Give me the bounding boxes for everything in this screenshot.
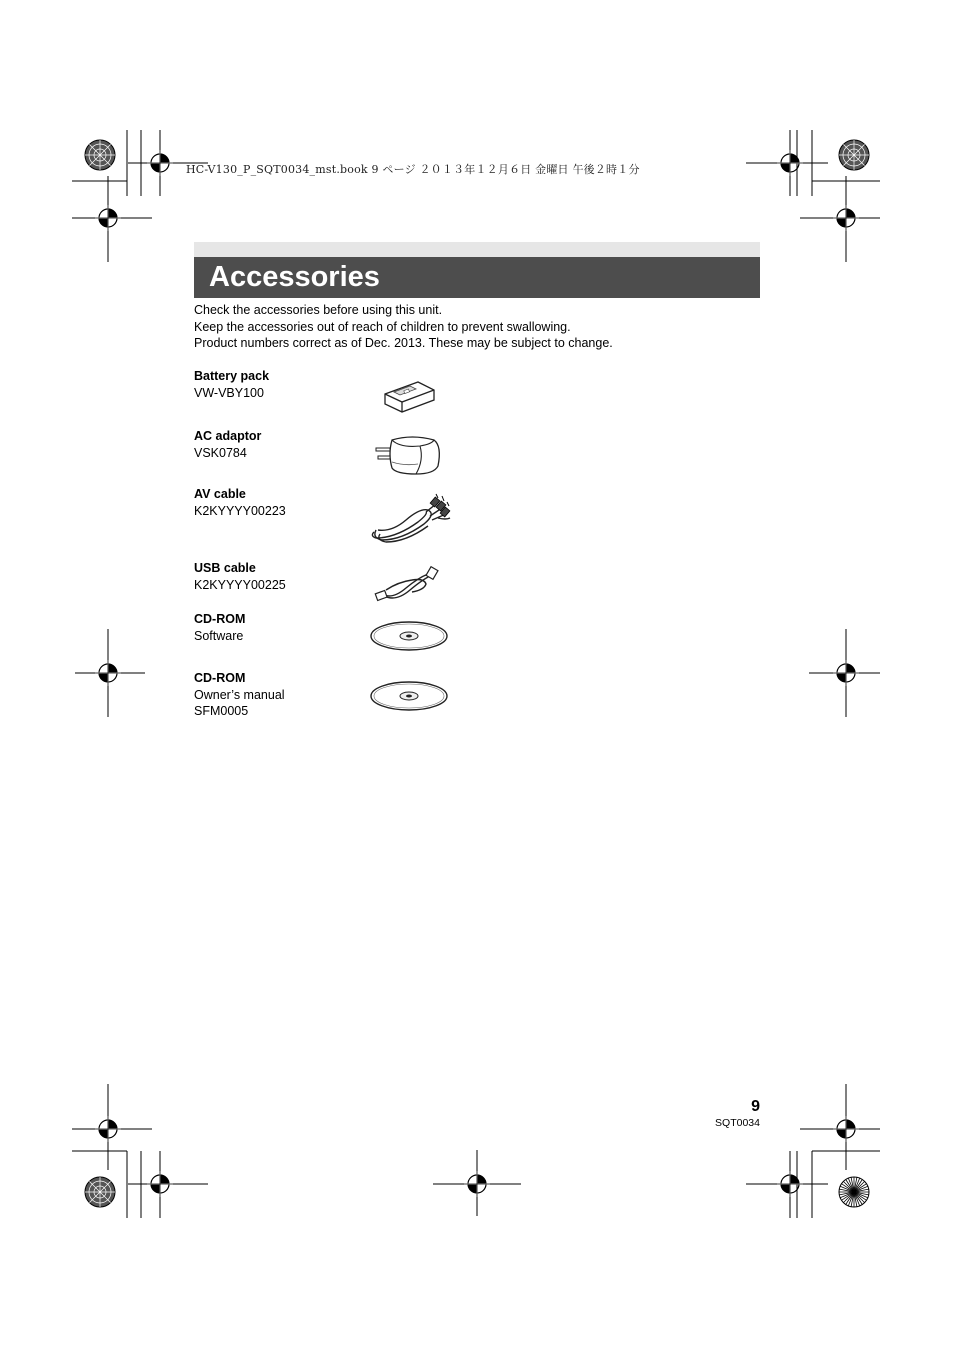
- battery-pack-icon: [380, 376, 440, 416]
- title-band-top: [194, 242, 760, 257]
- accessory-name: AV cable: [194, 487, 246, 501]
- accessory-cd-rom-software: [194, 611, 245, 644]
- accessory-ac-adaptor: [194, 428, 261, 461]
- ac-adaptor-icon: [372, 432, 444, 478]
- cd-rom-icon: [368, 619, 450, 653]
- intro-line: Product numbers correct as of Dec. 2013. These may be subject to change.: [194, 336, 613, 350]
- intro-text: [194, 302, 613, 352]
- accessory-name: AC adaptor: [194, 429, 262, 443]
- cd-rom-icon: [368, 679, 450, 713]
- intro-line: Keep the accessories out of reach of children to prevent swallowing.: [194, 319, 571, 334]
- accessory-av-cable: [194, 486, 286, 519]
- usb-cable-icon: [372, 560, 442, 604]
- file-header: HC-V130_P_SQT0034_mst.book 9 ページ ２０１３年１２月６日 金曜日 午後２時１分: [186, 163, 640, 176]
- accessory-cd-rom-manual: [194, 670, 285, 720]
- page-title: Accessories: [209, 261, 380, 293]
- accessory-part-number: VW-VBY100: [194, 385, 264, 400]
- accessory-usb-cable: [194, 560, 286, 593]
- accessory-name: Battery pack: [194, 369, 270, 383]
- document-code: SQT0034: [715, 1117, 760, 1129]
- accessory-name: CD-ROM: [194, 671, 246, 685]
- accessory-name: CD-ROM: [194, 612, 246, 626]
- accessory-description: Owner’s manual: [194, 687, 285, 702]
- accessory-part-number: K2KYYYY00225: [194, 577, 286, 592]
- accessory-part-number: K2KYYYY00223: [194, 503, 286, 518]
- accessory-part-number: VSK0784: [194, 445, 247, 460]
- accessory-name: USB cable: [194, 561, 256, 575]
- accessory-battery-pack: [194, 368, 269, 401]
- accessory-part-number: SFM0005: [194, 704, 249, 718]
- page-number: 9: [751, 1098, 760, 1115]
- intro-line: Check the accessories before using this unit.: [194, 303, 443, 317]
- av-cable-icon: [366, 490, 452, 546]
- accessory-description: Software: [194, 628, 244, 643]
